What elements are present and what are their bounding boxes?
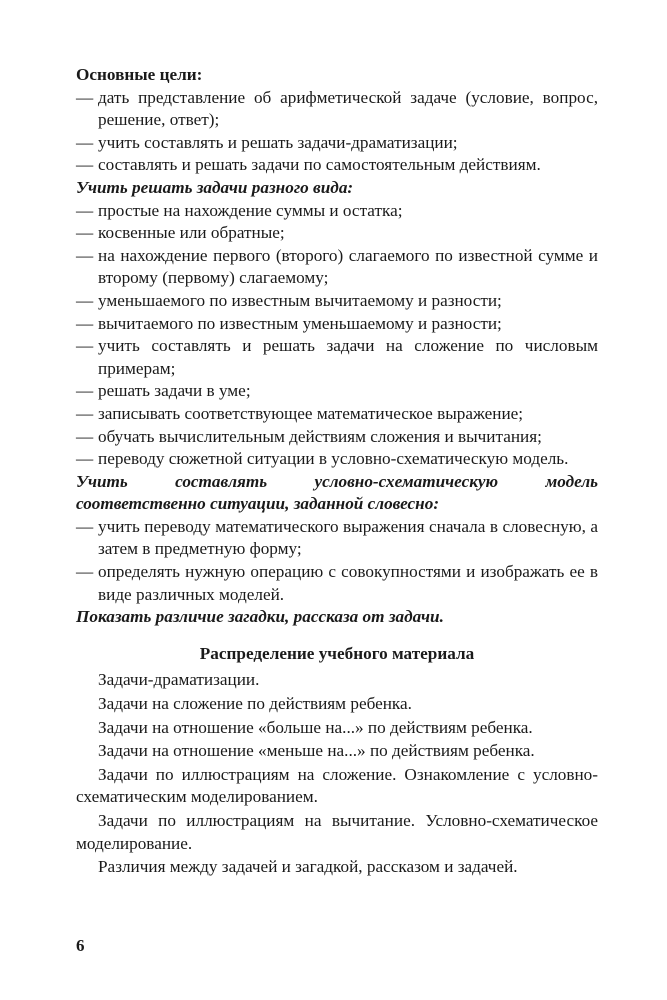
list-item: — переводу сюжетной ситуации в условно-схематическую модель. [76,448,598,471]
list-item: — косвенные или обратные; [76,222,598,245]
list-item: — записывать соответствующее математическое выражение; [76,403,598,426]
paragraph: Задачи-драматизации. [98,670,260,690]
dash-marker: — [76,516,94,536]
paragraph: Задачи на сложение по действиям ребенка. [98,694,412,714]
dash-marker: — [76,223,94,243]
model-heading: Учить составлять условно-схематическую модель соответственно ситуации, заданной словесно: [76,471,598,514]
dash-marker: — [76,155,94,175]
list-item: — уменьшаемого по известным вычитаемому и разности; [76,290,598,313]
dash-marker: — [76,336,94,356]
list-item: — простые на нахождение суммы и остатка; [76,200,598,223]
dash-marker: — [76,200,94,220]
paragraph: Задачи на отношение «меньше на...» по действиям ребенка. [98,741,535,761]
dash-marker: — [76,426,94,446]
paragraph: Задачи на отношение «больше на...» по действиям ребенка. [98,717,533,737]
difference-heading: Показать различие загадки, рассказа от задачи. [76,607,444,627]
dash-marker: — [76,87,94,107]
dash-marker: — [76,449,94,469]
list-item: — решать задачи в уме; [76,380,598,403]
list-item: — дать представление об арифметической задаче (условие, вопрос, решение, ответ); [76,87,598,130]
list-item: — определять нужную операцию с совокупностями и изображать ее в виде различных моделей. [76,562,598,604]
list-item: — вычитаемого по известным уменьшаемому и разности; [76,313,598,336]
list-item: — учить переводу математического выражения сначала в словесную, а затем в предметную форму; [76,516,598,559]
dash-marker: — [76,562,94,582]
dash-marker: — [76,313,94,333]
dash-marker: — [76,381,94,401]
goals-heading: Основные цели: [76,65,203,84]
dash-marker: — [76,403,94,423]
kinds-heading: Учить решать задачи разного вида: [76,177,354,197]
section-title: Распределение учебного материала [199,643,475,663]
dash-marker: — [76,290,94,310]
list-item: — обучать вычислительным действиям сложения и вычитания; [76,426,598,449]
dash-marker: — [76,132,94,152]
page-content [76,64,598,879]
list-item: — на нахождение первого (второго) слагаемого по известной сумме и второму (первому) слагаемому; [76,245,598,288]
paragraph: Различия между задачей и загадкой, рассказом и задачей. [98,857,518,877]
page-number: 6 [76,936,85,955]
list-item: — составлять и решать задачи по самостоятельным действиям. [76,154,598,177]
paragraph: Задачи по иллюстрациям на вычитание. Условно-схематическое моделирование. [76,811,598,853]
list-item: — учить составлять и решать задачи-драматизации; [76,132,598,155]
list-item: — учить составлять и решать задачи на сложение по числовым примерам; [76,336,598,378]
dash-marker: — [76,245,94,265]
paragraph: Задачи по иллюстрациям на сложение. Ознакомление с условно-схематическим моделированием. [76,764,598,807]
